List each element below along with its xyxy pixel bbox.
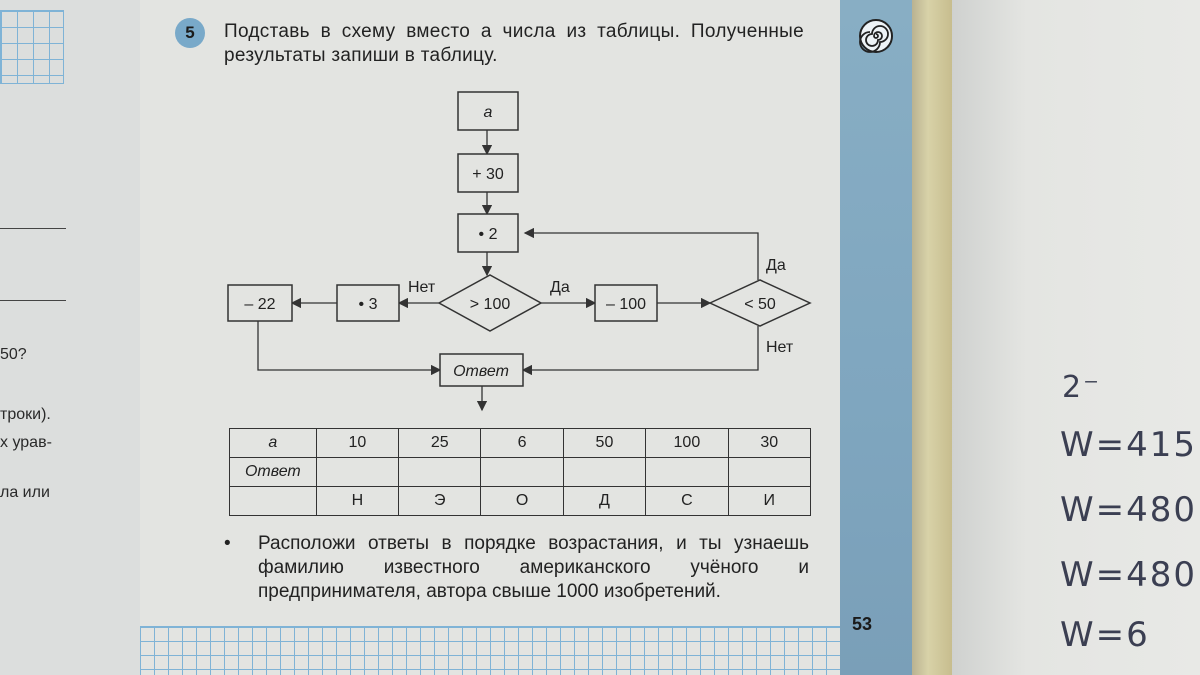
bullet-icon: • (224, 533, 231, 554)
value-cell: 10 (316, 429, 398, 458)
handwritten-sheet (952, 0, 1200, 675)
left-text-fragment: ла или (0, 484, 50, 501)
table-row-letters (230, 487, 811, 516)
answer-table (229, 428, 811, 516)
flowchart (140, 0, 840, 420)
left-text-fragment: х урав- (0, 434, 52, 451)
answer-cell[interactable] (316, 458, 398, 487)
answer-cell[interactable] (563, 458, 645, 487)
flow-yes-label: Да (766, 257, 786, 274)
flow-answer-label: Ответ (453, 363, 509, 380)
handwriting-line: W=6 (1060, 615, 1150, 655)
flow-start-label: a (483, 104, 493, 121)
left-grid (0, 10, 64, 84)
row-label: Ответ (230, 458, 317, 487)
letter-cell: О (481, 487, 563, 516)
workbook-page (140, 0, 840, 675)
answer-cell[interactable] (399, 458, 481, 487)
handwriting-line: W=415 (1060, 425, 1198, 465)
letter-cell: Д (563, 487, 645, 516)
flow-cond2-label: < 50 (744, 296, 776, 313)
handwriting-line: W=480 (1060, 555, 1198, 595)
answer-cell[interactable] (646, 458, 728, 487)
letter-cell: И (728, 487, 810, 516)
value-cell: 25 (399, 429, 481, 458)
task-instruction: Подставь в схему вместо a числа из таблицы. Полученные результаты запиши в таблицу. (224, 21, 804, 66)
left-text-fragment: 50? (0, 346, 27, 363)
page-number: 53 (852, 614, 873, 634)
letter-cell: С (646, 487, 728, 516)
table-row-values (230, 429, 811, 458)
table-row-answers (230, 458, 811, 487)
value-cell: 50 (563, 429, 645, 458)
answer-line (0, 228, 66, 229)
flow-mul3-label: • 3 (358, 296, 378, 313)
handwriting-line: 2⁻ (1062, 370, 1101, 405)
left-text-fragment: троки). (0, 406, 51, 423)
value-cell: 100 (646, 429, 728, 458)
bottom-grid (140, 626, 840, 675)
answer-cell[interactable] (481, 458, 563, 487)
spiral-icon (858, 18, 894, 54)
flow-yes-label: Да (550, 279, 570, 296)
flow-no-label: Нет (766, 339, 794, 356)
bullet-text: Расположи ответы в порядке возрастания, и ты узнаешь фамилию известного американского учёного и предпринимателя, автора свыше 1000 изобретений. (258, 533, 809, 602)
value-cell: 6 (481, 429, 563, 458)
value-cell: 30 (728, 429, 810, 458)
answer-line (0, 300, 66, 301)
flow-sub22-label: – 22 (244, 296, 276, 313)
flow-no-label: Нет (408, 279, 436, 296)
letter-cell: Н (316, 487, 398, 516)
answer-cell[interactable] (728, 458, 810, 487)
page-side-strip (840, 0, 912, 675)
letter-cell: Э (399, 487, 481, 516)
previous-page (0, 0, 142, 675)
flow-cond1-label: > 100 (469, 296, 511, 313)
flow-add-label: + 30 (472, 166, 504, 183)
handwriting-line: W=480 (1060, 490, 1198, 530)
book-binding (912, 0, 952, 675)
task-number-badge: 5 (175, 18, 205, 48)
row-label: a (230, 429, 317, 458)
bullet-instruction (224, 532, 809, 604)
flow-mul2-label: • 2 (478, 226, 498, 243)
flow-sub-label: – 100 (605, 296, 647, 313)
row-label-empty (230, 487, 317, 516)
